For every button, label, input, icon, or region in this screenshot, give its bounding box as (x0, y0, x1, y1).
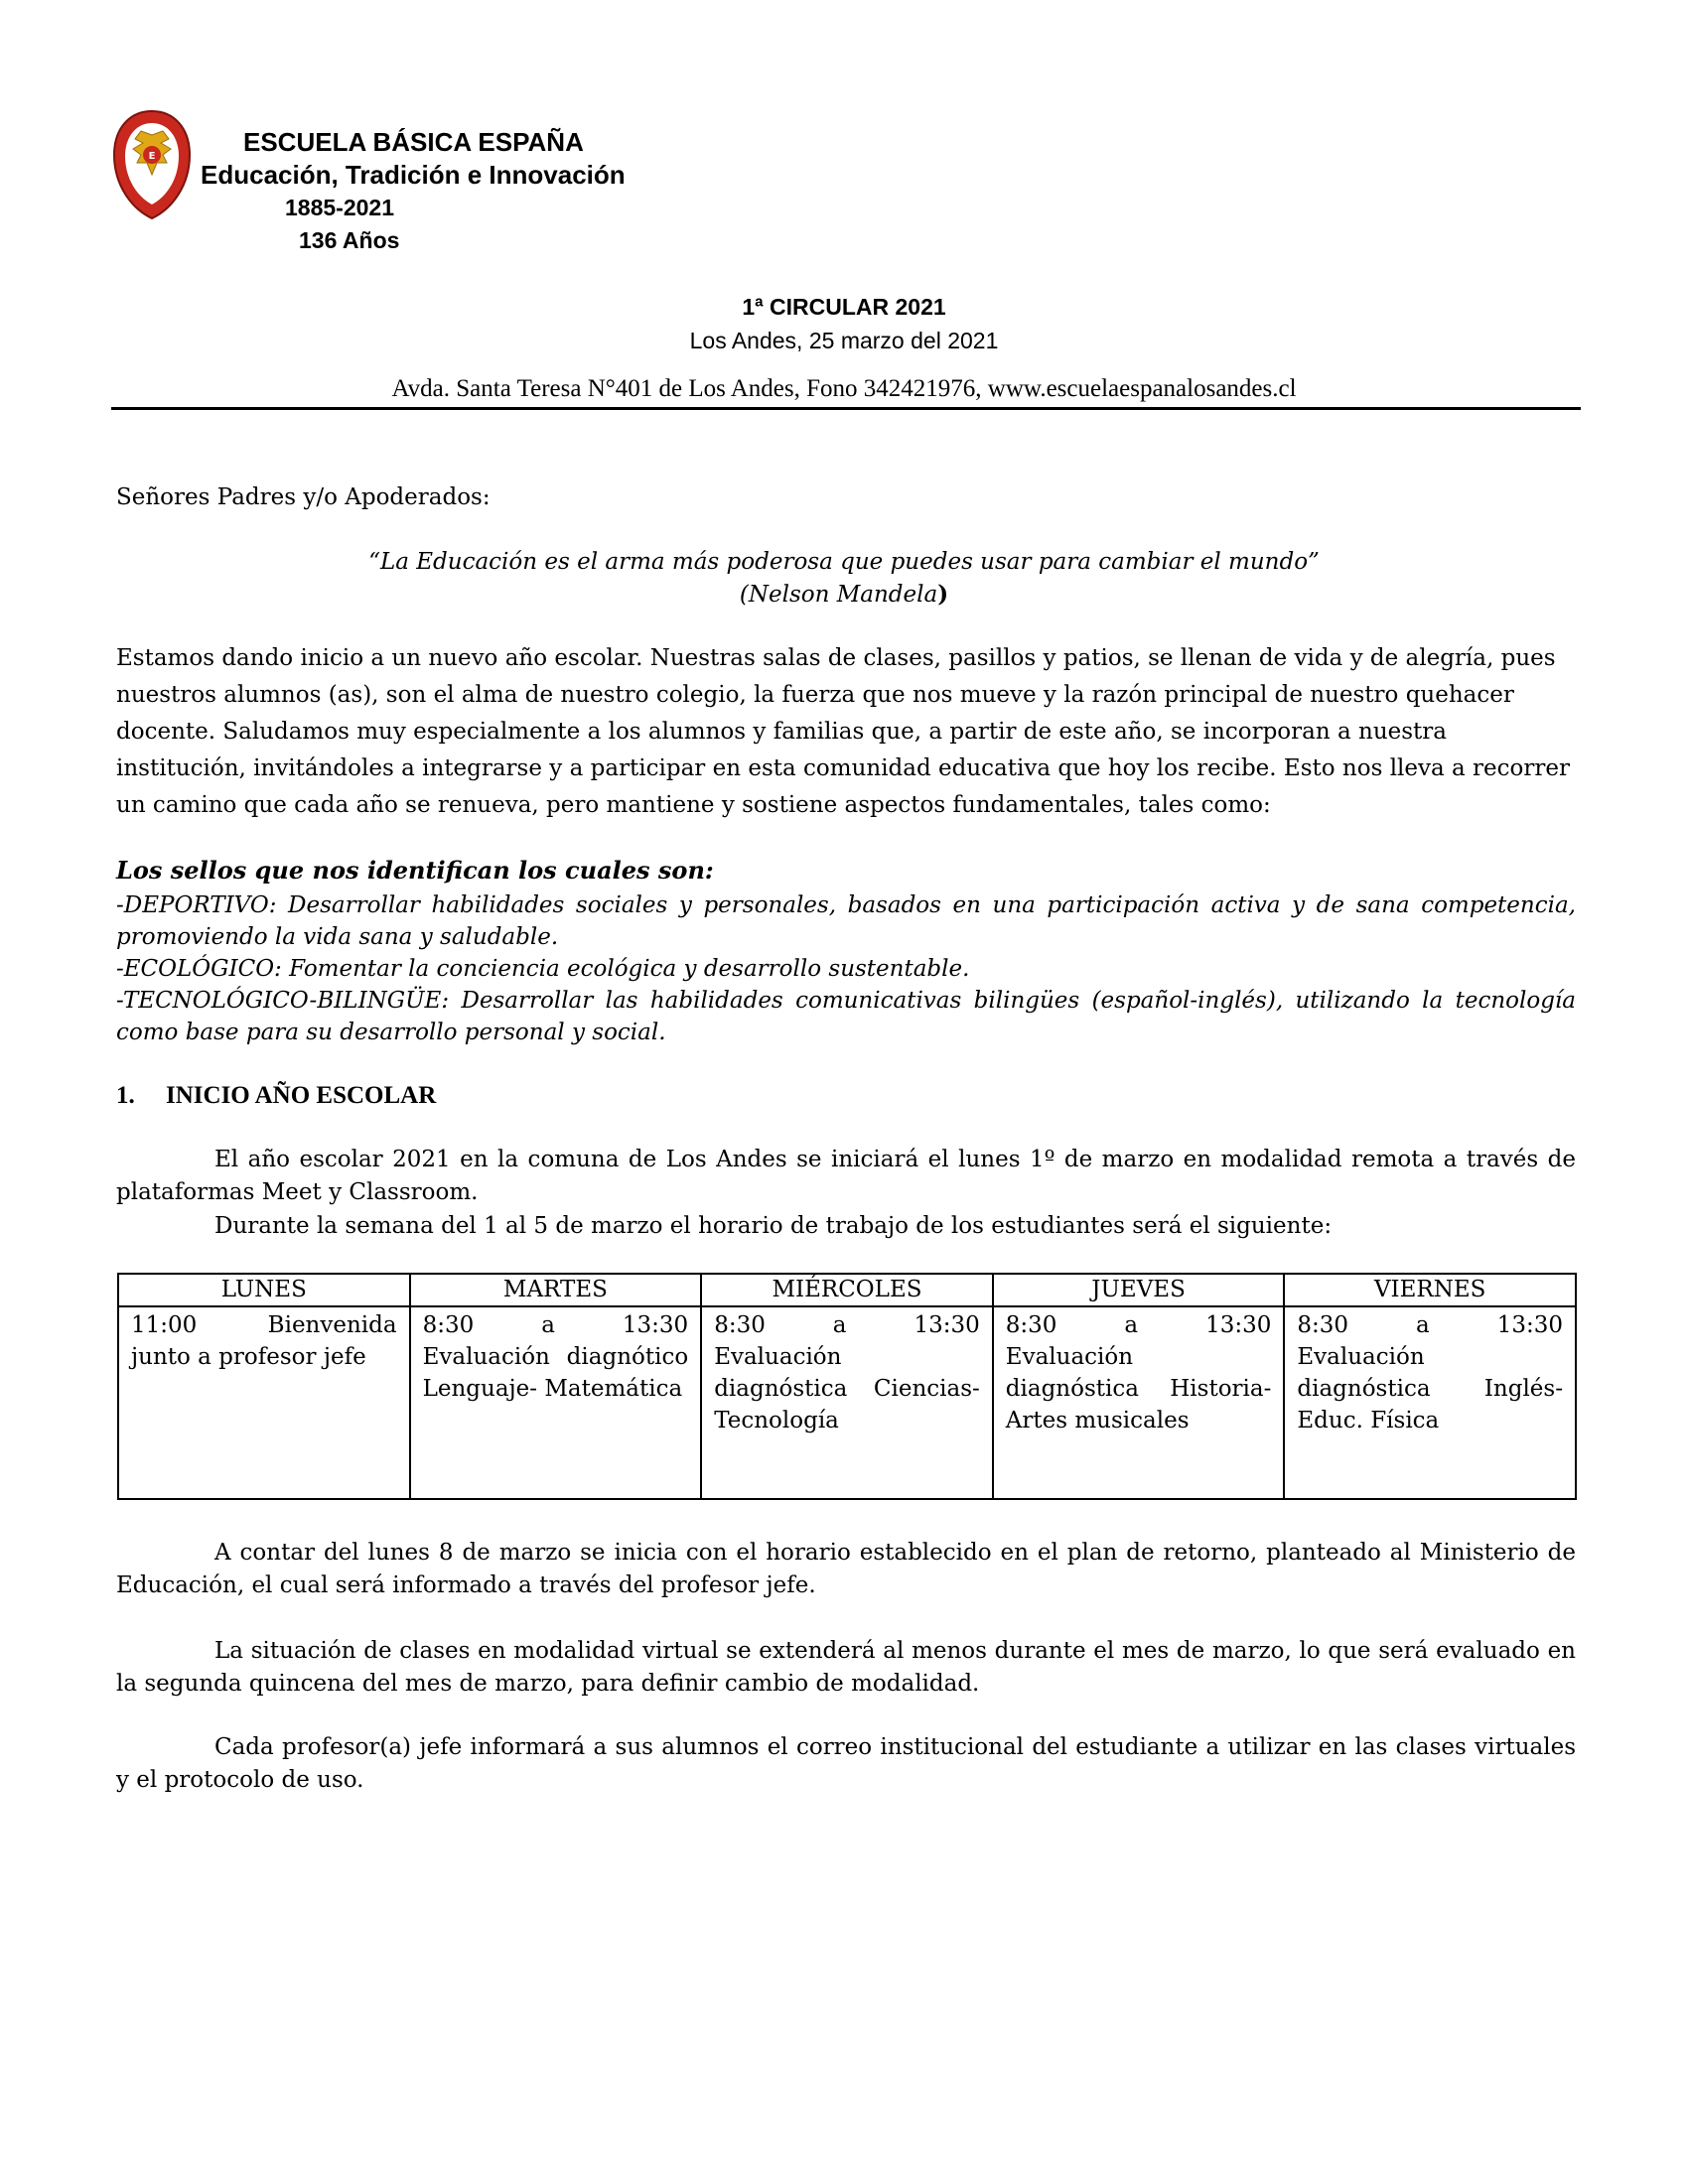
table-cell: 8:30 a 13:30 Evaluación diagnóstica Historia-Artes musicales (993, 1306, 1285, 1499)
seal-tecnologico: -TECNOLÓGICO-BILINGÜE: Desarrollar las habilidades comunicativas bilingües (español-inglés), utilizando la tecnología como base para su desarrollo personal y social. (116, 988, 1576, 1045)
table-header-cell: LUNES (118, 1274, 410, 1306)
intro-line: institución, invitándoles a integrarse y a participar en esta comunidad educativa que hoy los recibe. Esto nos lleva a recorrer (116, 755, 1570, 781)
section-title: INICIO AÑO ESCOLAR (166, 1082, 437, 1109)
quote-author (0, 581, 1688, 608)
table-header-cell: MIÉRCOLES (701, 1274, 993, 1306)
school-years: 1885-2021 (285, 195, 394, 220)
intro-line: docente. Saludamos muy especialmente a los alumnos y familias que, a partir de este año, se incorporan a nuestra (116, 719, 1447, 745)
section-number: 1. (116, 1082, 135, 1109)
table-header-row (118, 1274, 1576, 1306)
greeting: Señores Padres y/o Apoderados: (116, 484, 491, 510)
seal-deportivo: -DEPORTIVO: Desarrollar habilidades sociales y personales, basados en una participación activa y de sana competencia, promoviendo la vida sana y saludable. (116, 892, 1576, 950)
circular-title: 1ª CIRCULAR 2021 (742, 294, 946, 320)
paragraph-return-plan: A contar del lunes 8 de marzo se inicia con el horario establecido en el plan de retorno, planteado al Ministerio de Educación, el cual será informado a través del profesor jefe. (116, 1540, 1576, 1598)
school-age: 136 Años (299, 227, 400, 253)
seal-ecologico: -ECOLÓGICO: Fomentar la conciencia ecológica y desarrollo sustentable. (116, 956, 970, 982)
table-header-cell: JUEVES (993, 1274, 1285, 1306)
table-cell: 11:00 Bienvenida junto a profesor jefe (118, 1306, 410, 1499)
section-heading (116, 1082, 436, 1110)
table-header-cell: MARTES (410, 1274, 702, 1306)
quote-author-name: (Nelson Mandela (739, 582, 938, 608)
school-crest-logo (111, 109, 193, 220)
paragraph-virtual-classes: La situación de clases en modalidad virtual se extenderá al menos durante el mes de marzo, lo que será evaluado en la segunda quincena del mes de marzo, para definir cambio de modalidad. (116, 1638, 1576, 1697)
circular-date: Los Andes, 25 marzo del 2021 (689, 328, 999, 353)
table-header-cell: VIERNES (1284, 1274, 1576, 1306)
school-motto: Educación, Tradición e Innovación (201, 160, 626, 190)
seals-title: Los sellos que nos identifican los cuales son: (116, 856, 714, 885)
quote-close-paren: ) (937, 581, 949, 608)
schedule-table (117, 1273, 1577, 1500)
paragraph-school-start: El año escolar 2021 en la comuna de Los Andes se iniciará el lunes 1º de marzo en modalidad remota a través de plataformas Meet y Classroom. (116, 1147, 1576, 1205)
svg-text:E: E (148, 151, 156, 162)
header-divider (111, 407, 1581, 410)
address-line: Avda. Santa Teresa N°401 de Los Andes, Fono 342421976, www.escuelaespanalosandes.cl (391, 375, 1297, 402)
paragraph-schedule-intro: Durante la semana del 1 al 5 de marzo el horario de trabajo de los estudiantes será el siguiente: (214, 1213, 1333, 1239)
table-row (118, 1306, 1576, 1499)
intro-line: Estamos dando inicio a un nuevo año escolar. Nuestras salas de clases, pasillos y patios, se llenan de vida y de alegría, pues (116, 645, 1556, 671)
table-cell: 8:30 a 13:30 Evaluación diagnóstica Ciencias-Tecnología (701, 1306, 993, 1499)
paragraph-institutional-email: Cada profesor(a) jefe informará a sus alumnos el correo institucional del estudiante a utilizar en las clases virtuales y el protocolo de uso. (116, 1734, 1576, 1793)
intro-line: nuestros alumnos (as), son el alma de nuestro colegio, la fuerza que nos mueve y la razón principal de nuestro quehacer (116, 682, 1514, 708)
school-name: ESCUELA BÁSICA ESPAÑA (243, 127, 584, 157)
intro-paragraph (116, 640, 1576, 824)
table-cell: 8:30 a 13:30 Evaluación diagnóstica Inglés-Educ. Física (1284, 1306, 1576, 1499)
table-cell: 8:30 a 13:30 Evaluación diagnótico Lenguaje- Matemática (410, 1306, 702, 1499)
quote: “La Educación es el arma más poderosa que puedes usar para cambiar el mundo” (368, 549, 1320, 575)
intro-line: un camino que cada año se renueva, pero mantiene y sostiene aspectos fundamentales, tales como: (116, 792, 1271, 818)
